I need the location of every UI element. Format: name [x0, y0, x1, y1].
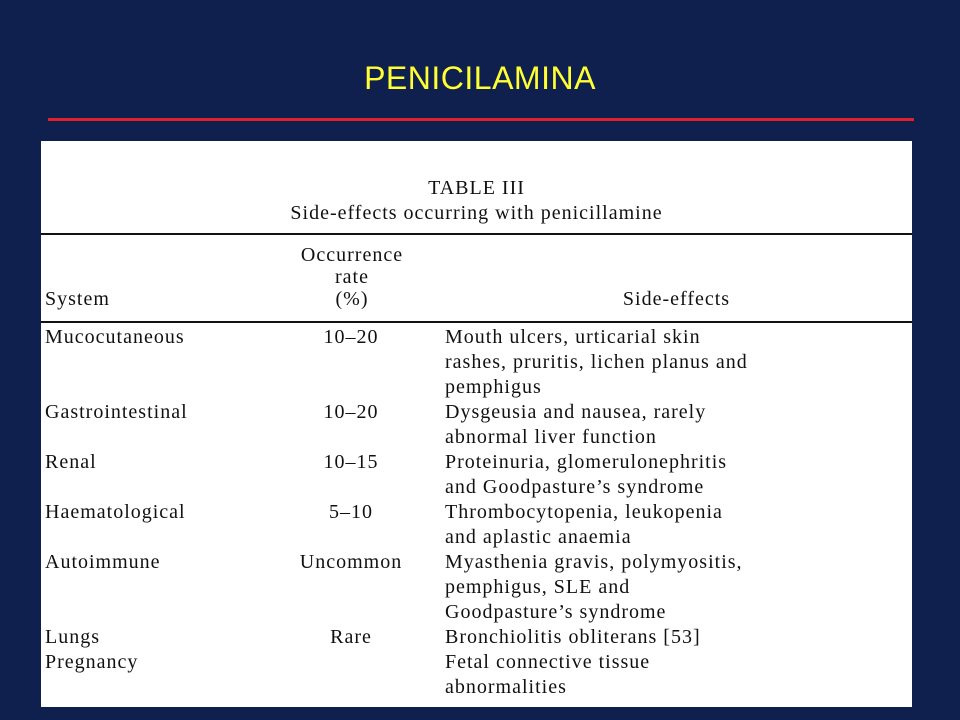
slide-title: PENICILAMINA — [364, 60, 596, 96]
column-header-system: System — [45, 288, 110, 310]
table-body — [41, 325, 912, 700]
cell-side-effects: Bronchiolitis obliterans [53] — [445, 626, 701, 648]
cell-rate: 5–10 — [329, 501, 373, 523]
cell-system: Lungs — [45, 626, 100, 648]
table-caption-number: TABLE III — [428, 177, 525, 199]
table-row — [41, 650, 912, 700]
cell-system: Autoimmune — [45, 551, 161, 573]
cell-rate: Uncommon — [299, 551, 403, 573]
table-top-rule — [41, 233, 912, 235]
cell-rate: 10–20 — [323, 401, 379, 423]
column-header-occurrence-rate: Occurrence rate (%) — [300, 244, 404, 310]
cell-system: Renal — [45, 451, 97, 473]
table-caption-text: Side-effects occurring with penicillamine — [290, 202, 663, 224]
cell-system: Haematological — [45, 501, 186, 523]
title-underline — [48, 118, 914, 121]
cell-side-effects: Fetal connective tissue abnormalities — [445, 651, 651, 698]
table-row — [41, 400, 912, 450]
cell-side-effects: Mouth ulcers, urticarial skin rashes, pruritis, lichen planus and pemphigus — [445, 326, 748, 398]
table-row — [41, 325, 912, 400]
cell-system: Gastrointestinal — [45, 401, 188, 423]
cell-side-effects: Thrombocytopenia, leukopenia and aplastic anaemia — [445, 501, 723, 548]
cell-rate: Rare — [330, 626, 372, 648]
cell-system: Pregnancy — [45, 651, 139, 673]
cell-system: Mucocutaneous — [45, 326, 185, 348]
table-row — [41, 450, 912, 500]
cell-side-effects: Proteinuria, glomerulonephritis and Goodpasture’s syndrome — [445, 451, 728, 498]
table-row — [41, 500, 912, 550]
cell-side-effects: Myasthenia gravis, polymyositis, pemphigus, SLE and Goodpasture’s syndrome — [445, 551, 743, 623]
column-header-side-effects: Side-effects — [622, 288, 731, 310]
table-header-rule — [41, 321, 912, 323]
table-row — [41, 625, 912, 650]
cell-rate: 10–20 — [323, 326, 379, 348]
cell-side-effects: Dysgeusia and nausea, rarely abnormal liver function — [445, 401, 707, 448]
table-image-panel — [41, 141, 912, 707]
cell-rate: 10–15 — [323, 451, 379, 473]
table-row — [41, 550, 912, 625]
